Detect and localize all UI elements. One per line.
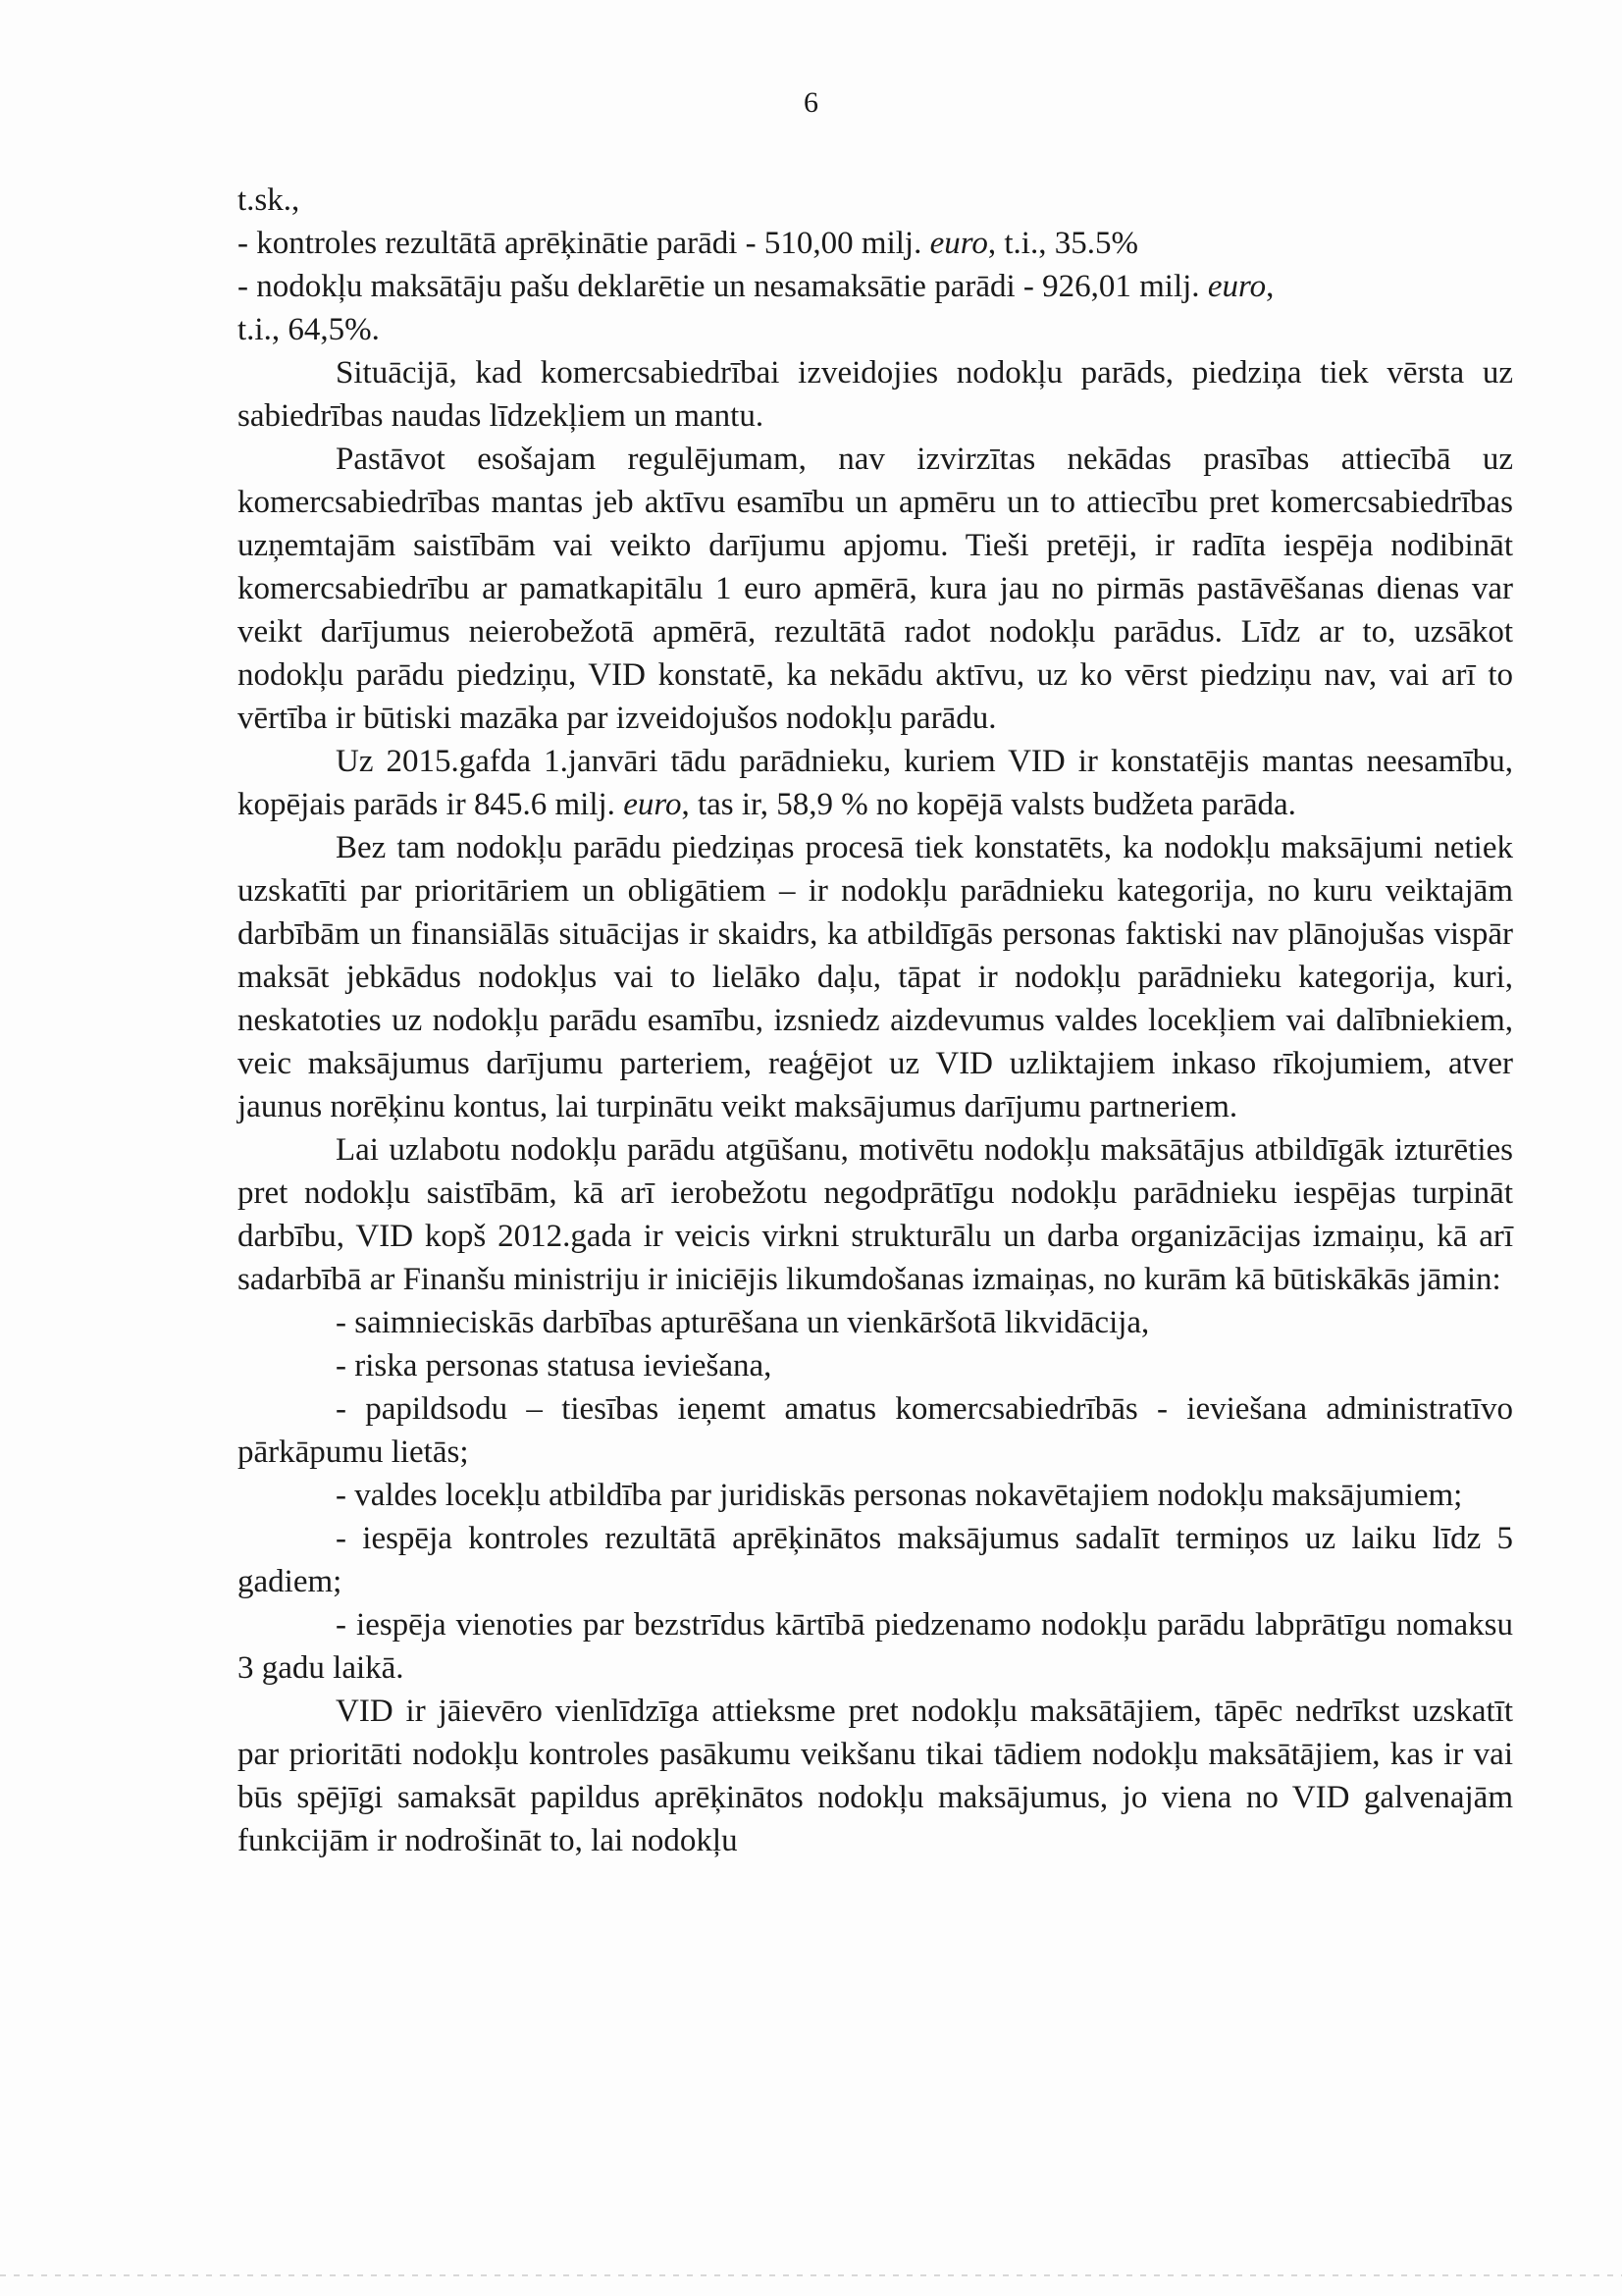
list-item: - iespēja kontroles rezultātā aprēķinātos maksājumus sadalīt termiņos uz laiku līdz 5 gadiem; — [237, 1521, 1513, 1599]
document-body — [237, 179, 1513, 1862]
paragraph-equal-treatment: VID ir jāievēro vienlīdzīga attieksme pret nodokļu maksātājiem, tāpēc nedrīkst uzskatīt par prioritāti nodokļu kontroles pasākumu veikšanu tikai tādiem nodokļu maksātājiem, kas ir vai būs spējīgi samaksāt papildus aprēķinātos nodokļu maksājumus, jo viena no VID galvenajām funkcijām ir nodrošināt to, lai nodokļu — [237, 1694, 1513, 1858]
euro-italic: euro — [623, 787, 682, 822]
paragraph-percentage — [237, 308, 1513, 351]
list-item: - iespēja vienoties par bezstrīdus kārtībā piedzenamo nodokļu parādu labprātīgu nomaksu 3 gadu laikā. — [237, 1607, 1513, 1686]
euro-italic: euro — [1207, 269, 1267, 304]
paragraph-2015-debt — [237, 740, 1513, 826]
euro-italic: euro — [929, 226, 988, 261]
paragraph-priority: Bez tam nodokļu parādu piedziņas procesā tiek konstatēts, ka nodokļu maksājumi netiek uzskatīti par prioritāriem un obligātiem – ir nodokļu parādnieku kategorija, no kuru veiktajām darbībām un finansiālās situācijas ir skaidrs, ka atbildīgās personas faktiski nav plānojušas vispār maksāt jebkādus nodokļus vai to lielāko daļu, tāpat ir nodokļu parādnieku kategorija, kuri, neskatoties uz nodokļu parādu esamību, izsniedz aizdevumus valdes locekļiem vai dalībniekiem, veic maksājumus darījumu parteriem, reaģējot uz VID uzliktajiem inkaso rīkojumiem, atver jaunus norēķinu kontus, lai turpinātu veikt maksājumus darījumu partneriem. — [237, 830, 1513, 1124]
paragraph-declared-debts — [237, 265, 1513, 308]
page-number: 6 — [804, 86, 818, 119]
text-line: , t.i., 35.5% — [987, 226, 1138, 261]
text-line: - kontroles rezultātā aprēķinātie parādi - 510,00 milj. — [237, 226, 930, 261]
paragraph-improvements: Lai uzlabotu nodokļu parādu atgūšanu, motivētu nodokļu maksātājus atbildīgāk izturēties pret nodokļu saistībām, kā arī ierobežotu negodprātīgu nodokļu parādnieku iespējas turpināt darbību, VID kopš 2012.gada ir veicis virkni strukturālu un darba organizācijas izmaiņu, kā arī sadarbībā ar Finanšu ministriju ir iniciējis likumdošanas izmaiņas, no kurām kā būtiskākās jāmin: — [237, 1132, 1513, 1297]
text-segment: Uz 2015.gafda 1.janvāri tādu parādnieku, kuriem VID ir konstatējis mantas neesamību, kopējais parāds ir 845.6 milj. — [237, 744, 1513, 822]
text-line: - nodokļu maksātāju pašu deklarētie un nesamaksātie parādi - 926,01 milj. — [237, 269, 1208, 304]
list-item: - riska personas statusa ieviešana, — [336, 1348, 772, 1383]
list-item: - valdes locekļu atbildība par juridiskās personas nokavētajiem nodokļu maksājumiem; — [336, 1478, 1463, 1513]
list-item: - papildsodu – tiesības ieņemt amatus komercsabiedrībās - ieviešana administratīvo pārkāpumu lietās; — [237, 1391, 1513, 1470]
paragraph-tsk — [237, 179, 1513, 222]
scan-edge-line — [0, 2274, 1622, 2276]
text-segment: , tas ir, 58,9 % no kopējā valsts budžeta parāda. — [681, 787, 1296, 822]
paragraph-regulation: Pastāvot esošajam regulējumam, nav izvirzītas nekādas prasības attiecībā uz komercsabiedrības mantas jeb aktīvu esamību un apmēru un to attiecību pret komercsabiedrības uzņemtajām saistībām vai veikto darījumu apjomu. Tieši pretēji, ir radīta iespēja nodibināt komercsabiedrību ar pamatkapitālu 1 euro apmērā, kura jau no pirmās pastāvēšanas dienas var veikt darījumus neierobežotā apmērā, rezultātā radot nodokļu parādus. Līdz ar to, uzsākot nodokļu parādu piedziņu, VID konstatē, ka nekādu aktīvu, uz ko vērst piedziņu nav, vai arī to vērtība ir būtiski mazāka par izveidojušos nodokļu parādu. — [237, 442, 1513, 736]
paragraph-control-debts — [237, 222, 1513, 265]
text-line: t.sk., — [237, 183, 300, 218]
list-item: - saimnieciskās darbības apturēšana un vienkāršotā likvidācija, — [336, 1305, 1150, 1340]
paragraph-situation: Situācijā, kad komercsabiedrībai izveidojies nodokļu parāds, piedziņa tiek vērsta uz sabiedrības naudas līdzekļiem un mantu. — [237, 355, 1513, 434]
text-line: t.i., 64,5%. — [237, 312, 380, 347]
text-line: , — [1266, 269, 1275, 304]
